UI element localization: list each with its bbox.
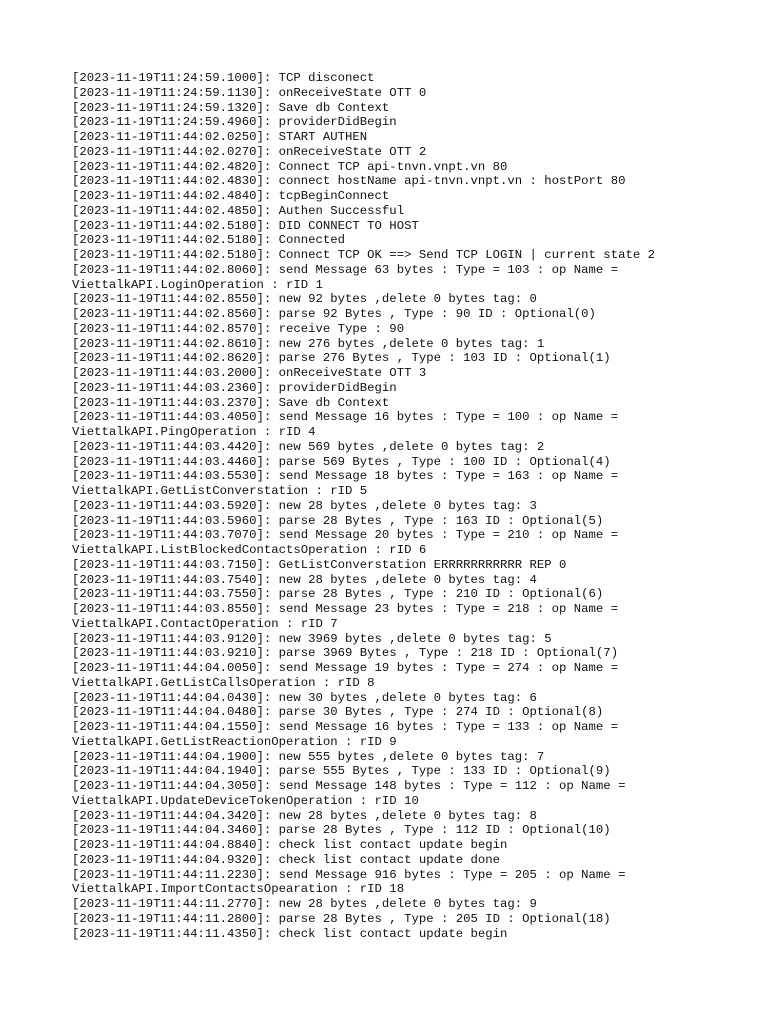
log-line: [2023-11-19T11:44:02.8620]: parse 276 Bytes , Type : 103 ID : Optional(1) [72, 351, 611, 366]
log-line: ViettalkAPI.GetListConverstation : rID 5 [72, 484, 368, 498]
log-line: [2023-11-19T11:44:02.4820]: Connect TCP api-tnvn.vnpt.vn 80 [72, 159, 508, 174]
log-line: [2023-11-19T11:44:03.2000]: onReceiveState OTT 3 [72, 366, 427, 380]
log-line: [2023-11-19T11:44:02.5180]: Connect TCP OK ==> Send TCP LOGIN | current state 2 [72, 248, 655, 262]
log-line: [2023-11-19T11:24:59.1320]: Save db Context [72, 100, 390, 115]
log-line: [2023-11-19T11:44:11.2770]: new 28 bytes ,delete 0 bytes tag: 9 [72, 897, 537, 911]
log-line: ViettalkAPI.UpdateDeviceTokenOperation : rID 10 [72, 793, 419, 808]
log-line: [2023-11-19T11:24:59.4960]: providerDidBegin [72, 115, 397, 130]
log-line: [2023-11-19T11:44:11.2800]: parse 28 Bytes , Type : 205 ID : Optional(18) [72, 911, 611, 926]
log-line: [2023-11-19T11:44:02.8570]: receive Type : 90 [72, 321, 405, 336]
log-line: ViettalkAPI.ImportContactsOpearation : rID 18 [72, 882, 405, 897]
log-line: [2023-11-19T11:44:04.1550]: send Message 16 bytes : Type = 133 : op Name = [72, 720, 619, 734]
log-line: [2023-11-19T11:44:03.4460]: parse 569 Bytes , Type : 100 ID : Optional(4) [72, 454, 611, 469]
log-line: [2023-11-19T11:44:02.5180]: Connected [72, 233, 346, 248]
log-line: [2023-11-19T11:44:02.8610]: new 276 bytes ,delete 0 bytes tag: 1 [72, 336, 545, 351]
log-line: [2023-11-19T11:44:04.1940]: parse 555 Bytes , Type : 133 ID : Optional(9) [72, 764, 611, 779]
log-line: [2023-11-19T11:44:04.0430]: new 30 bytes ,delete 0 bytes tag: 6 [72, 690, 537, 705]
log-line: [2023-11-19T11:44:04.3050]: send Message 148 bytes : Type = 112 : op Name = [72, 779, 626, 793]
log-line: [2023-11-19T11:44:02.0270]: onReceiveState OTT 2 [72, 144, 427, 159]
log-line: [2023-11-19T11:44:04.3460]: parse 28 Bytes , Type : 112 ID : Optional(10) [72, 823, 611, 838]
log-line: [2023-11-19T11:44:03.4050]: send Message 16 bytes : Type = 100 : op Name = [72, 410, 619, 425]
log-line: [2023-11-19T11:44:04.9320]: check list contact update done [72, 852, 501, 867]
log-line: [2023-11-19T11:44:03.7070]: send Message 20 bytes : Type = 210 : op Name = [72, 528, 619, 543]
log-line: [2023-11-19T11:44:03.2370]: Save db Context [72, 395, 390, 410]
log-line: [2023-11-19T11:44:03.5530]: send Message 18 bytes : Type = 163 : op Name = [72, 469, 619, 484]
log-line: [2023-11-19T11:24:59.1000]: TCP disconect [72, 71, 375, 85]
log-line: [2023-11-19T11:44:03.9210]: parse 3969 Bytes , Type : 218 ID : Optional(7) [72, 646, 619, 661]
log-line: [2023-11-19T11:44:11.4350]: check list contact update begin [72, 926, 508, 941]
log-document [72, 71, 732, 941]
log-line: [2023-11-19T11:44:04.0050]: send Message 19 bytes : Type = 274 : op Name = [72, 661, 619, 675]
log-line: [2023-11-19T11:44:03.9120]: new 3969 bytes ,delete 0 bytes tag: 5 [72, 631, 552, 646]
log-line: [2023-11-19T11:44:03.2360]: providerDidBegin [72, 380, 397, 395]
log-line: [2023-11-19T11:44:03.7550]: parse 28 Bytes , Type : 210 ID : Optional(6) [72, 587, 604, 602]
log-line: [2023-11-19T11:44:03.5920]: new 28 bytes ,delete 0 bytes tag: 3 [72, 498, 537, 513]
log-line: [2023-11-19T11:44:11.2230]: send Message 916 bytes : Type = 205 : op Name = [72, 867, 626, 882]
log-line: ViettalkAPI.LoginOperation : rID 1 [72, 277, 323, 292]
log-line: [2023-11-19T11:44:02.0250]: START AUTHEN [72, 130, 368, 144]
log-line: [2023-11-19T11:44:03.4420]: new 569 bytes ,delete 0 bytes tag: 2 [72, 439, 545, 454]
log-line: [2023-11-19T11:44:04.1900]: new 555 bytes ,delete 0 bytes tag: 7 [72, 749, 545, 764]
log-line: [2023-11-19T11:44:03.7150]: GetListConverstation ERRRRRRRRRRR REP 0 [72, 557, 567, 572]
log-line: [2023-11-19T11:44:02.8550]: new 92 bytes ,delete 0 bytes tag: 0 [72, 292, 537, 307]
log-line: [2023-11-19T11:44:03.5960]: parse 28 Bytes , Type : 163 ID : Optional(5) [72, 513, 604, 528]
log-line: [2023-11-19T11:44:03.7540]: new 28 bytes ,delete 0 bytes tag: 4 [72, 572, 537, 587]
log-line: [2023-11-19T11:44:04.3420]: new 28 bytes ,delete 0 bytes tag: 8 [72, 808, 537, 823]
log-line: [2023-11-19T11:44:04.0480]: parse 30 Bytes , Type : 274 ID : Optional(8) [72, 705, 604, 720]
log-line: [2023-11-19T11:44:02.4830]: connect hostName api-tnvn.vnpt.vn : hostPort 80 [72, 174, 626, 189]
log-line: ViettalkAPI.GetListCallsOperation : rID 8 [72, 675, 375, 690]
log-line: [2023-11-19T11:24:59.1130]: onReceiveState OTT 0 [72, 85, 427, 100]
log-line: [2023-11-19T11:44:02.4850]: Authen Successful [72, 203, 405, 218]
log-line: [2023-11-19T11:44:03.8550]: send Message 23 bytes : Type = 218 : op Name = [72, 602, 619, 616]
log-line: [2023-11-19T11:44:02.8060]: send Message 63 bytes : Type = 103 : op Name = [72, 262, 619, 277]
log-line: [2023-11-19T11:44:04.8840]: check list contact update begin [72, 838, 508, 852]
log-line: ViettalkAPI.GetListReactionOperation : rID 9 [72, 734, 397, 749]
log-line: ViettalkAPI.PingOperation : rID 4 [72, 425, 316, 439]
log-line: [2023-11-19T11:44:02.4840]: tcpBeginConnect [72, 189, 390, 203]
log-line: [2023-11-19T11:44:02.8560]: parse 92 Bytes , Type : 90 ID : Optional(0) [72, 307, 596, 321]
log-line: ViettalkAPI.ListBlockedContactsOperation : rID 6 [72, 543, 427, 557]
log-line: [2023-11-19T11:44:02.5180]: DID CONNECT TO HOST [72, 218, 419, 233]
log-line: ViettalkAPI.ContactOperation : rID 7 [72, 616, 338, 631]
